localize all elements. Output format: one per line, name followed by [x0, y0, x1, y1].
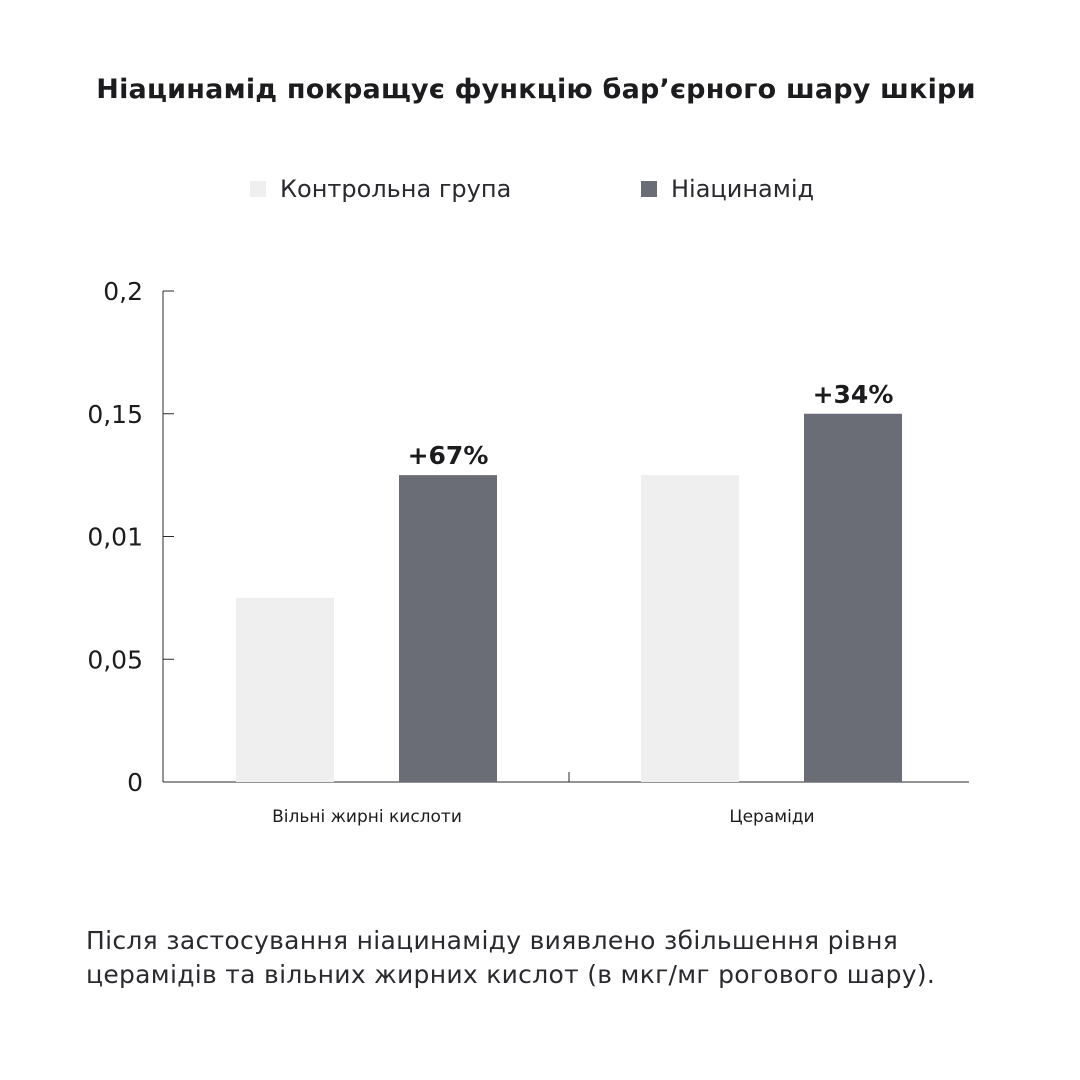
bar-niacinamide — [804, 414, 902, 782]
x-category-label: Цераміди — [729, 807, 815, 827]
y-tick-label: 0 — [127, 768, 143, 797]
y-tick-label: 0,01 — [87, 522, 143, 552]
chart-caption: Після застосування ніацинаміду виявлено збільшення рівня церамідів та вільних жирних кислот (в мкг/мг рогового шару). — [86, 926, 936, 989]
y-tick-label: 0,05 — [87, 645, 143, 675]
chart-title: Ніацинамід покращує функцію бар’єрного шару шкіри — [96, 74, 976, 105]
y-tick-label: 0,15 — [87, 399, 143, 429]
y-tick-label: 0,2 — [103, 277, 143, 306]
bar-niacinamide — [399, 475, 497, 782]
x-category-label: Вільні жирні кислоти — [272, 807, 462, 827]
bar-data-label: +34% — [812, 379, 894, 409]
legend-label-control: Контрольна група — [280, 175, 512, 203]
bar-data-label: +67% — [407, 441, 489, 471]
legend-label-niacinamide: Ніацинамід — [671, 175, 815, 203]
bar-control — [236, 598, 334, 782]
bar-control — [641, 475, 739, 782]
